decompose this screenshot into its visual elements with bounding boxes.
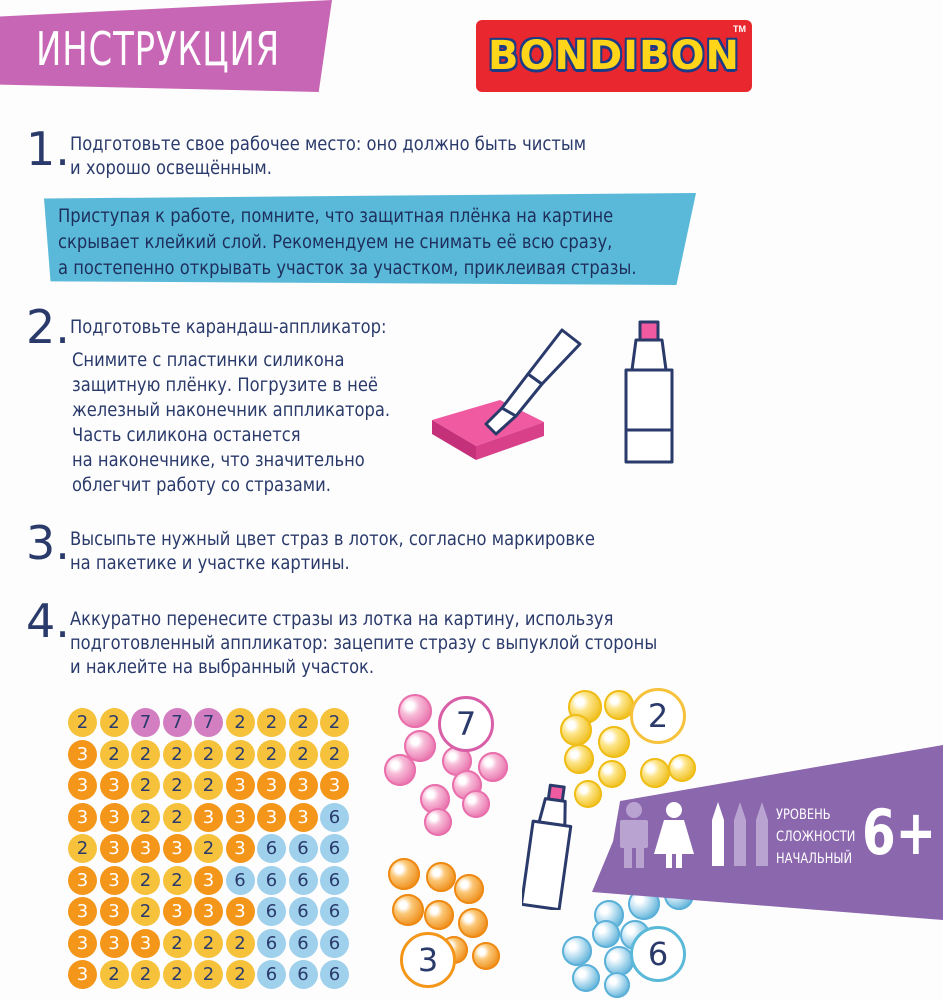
grid-cell: 3 (257, 803, 286, 832)
step-4-text (70, 607, 657, 679)
grid-cell: 2 (100, 708, 129, 737)
grid-cell: 6 (257, 834, 286, 863)
applicator-illustration (420, 310, 710, 470)
grid-cell: 3 (68, 803, 97, 832)
step-3-line-1: Высыпьте нужный цвет страз в лоток, согласно маркировке (70, 528, 595, 550)
grid-cell: 3 (100, 897, 129, 926)
trademark-mark: TM (733, 24, 746, 34)
grid-cell: 6 (257, 960, 286, 989)
grid-cell: 3 (163, 897, 192, 926)
grid-cell: 3 (163, 834, 192, 863)
difficulty-line-2: СЛОЖНОСТИ (776, 829, 856, 845)
grid-cell: 6 (289, 960, 318, 989)
yellow-rhinestone (640, 758, 670, 788)
grid-cell: 2 (131, 803, 160, 832)
blue-rhinestone (604, 972, 630, 998)
silicone-pad (432, 400, 544, 460)
grid-cell: 2 (131, 771, 160, 800)
grid-cell: 3 (320, 771, 349, 800)
grid-cell: 2 (226, 708, 255, 737)
step-1-line-2: и хорошо освещённым. (70, 157, 272, 179)
grid-cell: 2 (131, 960, 160, 989)
blue-rhinestone (592, 920, 620, 948)
orange-rhinestone (472, 942, 500, 970)
orange-rhinestone (388, 858, 420, 890)
step-1-number: 1. (26, 122, 70, 176)
step-3-line-2: на пакетике и участке картины. (70, 552, 350, 574)
child-girl-icon (654, 802, 694, 868)
grid-cell: 6 (320, 803, 349, 832)
pen-icon-3 (756, 802, 768, 866)
grid-cell: 2 (163, 960, 192, 989)
grid-cell: 2 (289, 740, 318, 769)
step-4-line-2: подготовленный аппликатор: зацепите стразу с выпуклой стороны (70, 632, 658, 654)
yellow-rhinestone (668, 754, 696, 782)
grid-cell: 3 (100, 866, 129, 895)
step-3-text (70, 527, 595, 575)
grid-cell: 2 (68, 708, 97, 737)
grid-cell: 6 (257, 897, 286, 926)
grid-cell: 3 (194, 803, 223, 832)
step-2-number: 2. (26, 300, 70, 354)
page-title: ИНСТРУКЦИЯ (36, 22, 281, 76)
grid-cell: 2 (100, 960, 129, 989)
brand-logo (476, 20, 752, 92)
pink-rhinestone (478, 752, 508, 782)
grid-cell: 3 (131, 834, 160, 863)
grid-cell: 3 (257, 771, 286, 800)
age-rating: 6+ (862, 796, 937, 869)
grid-cell: 6 (257, 866, 286, 895)
grid-cell: 2 (226, 960, 255, 989)
yellow-rhinestone (598, 760, 626, 788)
step-2-heading: Подготовьте карандаш-аппликатор: (70, 316, 387, 338)
grid-cell: 3 (226, 771, 255, 800)
grid-cell: 6 (289, 866, 318, 895)
step-2-detail-line-5: на наконечнике, что значительно (72, 449, 365, 471)
grid-cell: 2 (194, 960, 223, 989)
grid-cell: 6 (289, 897, 318, 926)
grid-cell: 2 (194, 929, 223, 958)
grid-cell: 2 (131, 897, 160, 926)
orange-rhinestone (458, 908, 488, 938)
grid-cell: 7 (163, 708, 192, 737)
grid-cell: 3 (68, 929, 97, 958)
applicator-small (522, 780, 582, 910)
grid-cell: 6 (320, 866, 349, 895)
grid-cell: 6 (289, 834, 318, 863)
grid-cell: 3 (68, 960, 97, 989)
applicator-pen-upright (626, 322, 672, 462)
grid-cell: 2 (100, 740, 129, 769)
grid-cell: 2 (163, 740, 192, 769)
grid-cell: 3 (131, 929, 160, 958)
color-label-blue: 6 (630, 926, 686, 982)
blue-rhinestone (572, 964, 600, 992)
pink-rhinestone (424, 808, 452, 836)
orange-rhinestone (392, 894, 424, 926)
grid-cell: 3 (226, 803, 255, 832)
blue-rhinestone (562, 936, 592, 966)
notice-line-1: Приступая к работе, помните, что защитная плёнка на картине (58, 205, 614, 227)
grid-cell: 3 (100, 771, 129, 800)
notice-line-3: а постепенно открывать участок за участком, приклеивая стразы. (58, 257, 637, 279)
grid-cell: 2 (320, 740, 349, 769)
grid-cell: 3 (68, 897, 97, 926)
grid-cell: 3 (194, 897, 223, 926)
grid-cell: 3 (289, 803, 318, 832)
orange-rhinestone (424, 900, 454, 930)
badge-icons (612, 798, 772, 872)
grid-cell: 2 (194, 740, 223, 769)
logo-text: BONDIBON (487, 33, 741, 79)
grid-cell: 2 (289, 708, 318, 737)
difficulty-label (776, 804, 855, 870)
grid-cell: 2 (131, 740, 160, 769)
grid-cell: 6 (320, 897, 349, 926)
difficulty-line-1: УРОВЕНЬ (776, 807, 831, 823)
step-2-detail-line-3: железный наконечник аппликатора. (72, 399, 391, 421)
step-2-detail-line-1: Снимите с пластинки силикона (72, 349, 345, 371)
grid-cell: 2 (163, 771, 192, 800)
yellow-rhinestone (564, 744, 594, 774)
grid-cell: 7 (194, 708, 223, 737)
grid-cell: 3 (68, 866, 97, 895)
notice-line-2: скрывает клейкий слой. Рекомендуем не снимать её всю сразу, (58, 231, 613, 253)
difficulty-line-3: НАЧАЛЬНЫЙ (776, 851, 853, 867)
grid-cell: 6 (226, 866, 255, 895)
yellow-rhinestone (598, 726, 630, 758)
color-label-pink: 7 (438, 696, 494, 752)
orange-rhinestone (454, 874, 484, 904)
step-1-line-1: Подготовьте свое рабочее место: оно должно быть чистым (70, 133, 587, 155)
grid-cell: 2 (194, 771, 223, 800)
step-4-line-3: и наклейте на выбранный участок. (70, 656, 375, 678)
grid-cell: 3 (68, 740, 97, 769)
color-label-orange: 3 (400, 932, 456, 988)
grid-cell: 2 (194, 834, 223, 863)
grid-cell: 3 (289, 771, 318, 800)
step-2-detail-line-6: облегчит работу со стразами. (72, 474, 331, 496)
step-2-detail-line-2: защитную плёнку. Погрузите в неё (72, 374, 378, 396)
step-4-line-1: Аккуратно перенесите стразы из лотка на картину, используя (70, 608, 614, 630)
pink-rhinestone (384, 754, 416, 786)
pen-icon-2 (734, 802, 746, 866)
grid-cell: 3 (226, 834, 255, 863)
pink-rhinestone (462, 790, 490, 818)
child-boy-icon (620, 802, 648, 868)
grid-cell: 2 (257, 708, 286, 737)
grid-cell: 2 (163, 929, 192, 958)
orange-rhinestone (426, 862, 456, 892)
pink-rhinestone (398, 694, 432, 728)
grid-cell: 2 (226, 740, 255, 769)
grid-cell: 2 (320, 708, 349, 737)
grid-cell: 6 (257, 929, 286, 958)
step-2-detail-line-4: Часть силикона останется (72, 424, 301, 446)
step-4-number: 4. (26, 594, 70, 648)
grid-cell: 6 (320, 929, 349, 958)
grid-cell: 7 (131, 708, 160, 737)
grid-cell: 3 (194, 866, 223, 895)
grid-cell: 3 (100, 803, 129, 832)
grid-cell: 2 (257, 740, 286, 769)
grid-cell: 3 (100, 834, 129, 863)
grid-cell: 2 (226, 929, 255, 958)
color-label-yellow: 2 (630, 688, 686, 744)
grid-cell: 3 (100, 929, 129, 958)
yellow-rhinestone (560, 714, 592, 746)
grid-cell: 3 (68, 771, 97, 800)
grid-cell: 6 (289, 929, 318, 958)
grid-cell: 2 (68, 834, 97, 863)
pen-icon-1 (712, 802, 724, 866)
step-3-number: 3. (26, 516, 70, 570)
step-1-text (70, 132, 586, 180)
step-2-detail (72, 348, 390, 498)
grid-cell: 2 (131, 866, 160, 895)
grid-cell: 6 (320, 834, 349, 863)
notice-text (58, 203, 637, 281)
grid-cell: 2 (163, 803, 192, 832)
grid-cell: 3 (226, 897, 255, 926)
grid-cell: 6 (320, 960, 349, 989)
grid-cell: 2 (163, 866, 192, 895)
